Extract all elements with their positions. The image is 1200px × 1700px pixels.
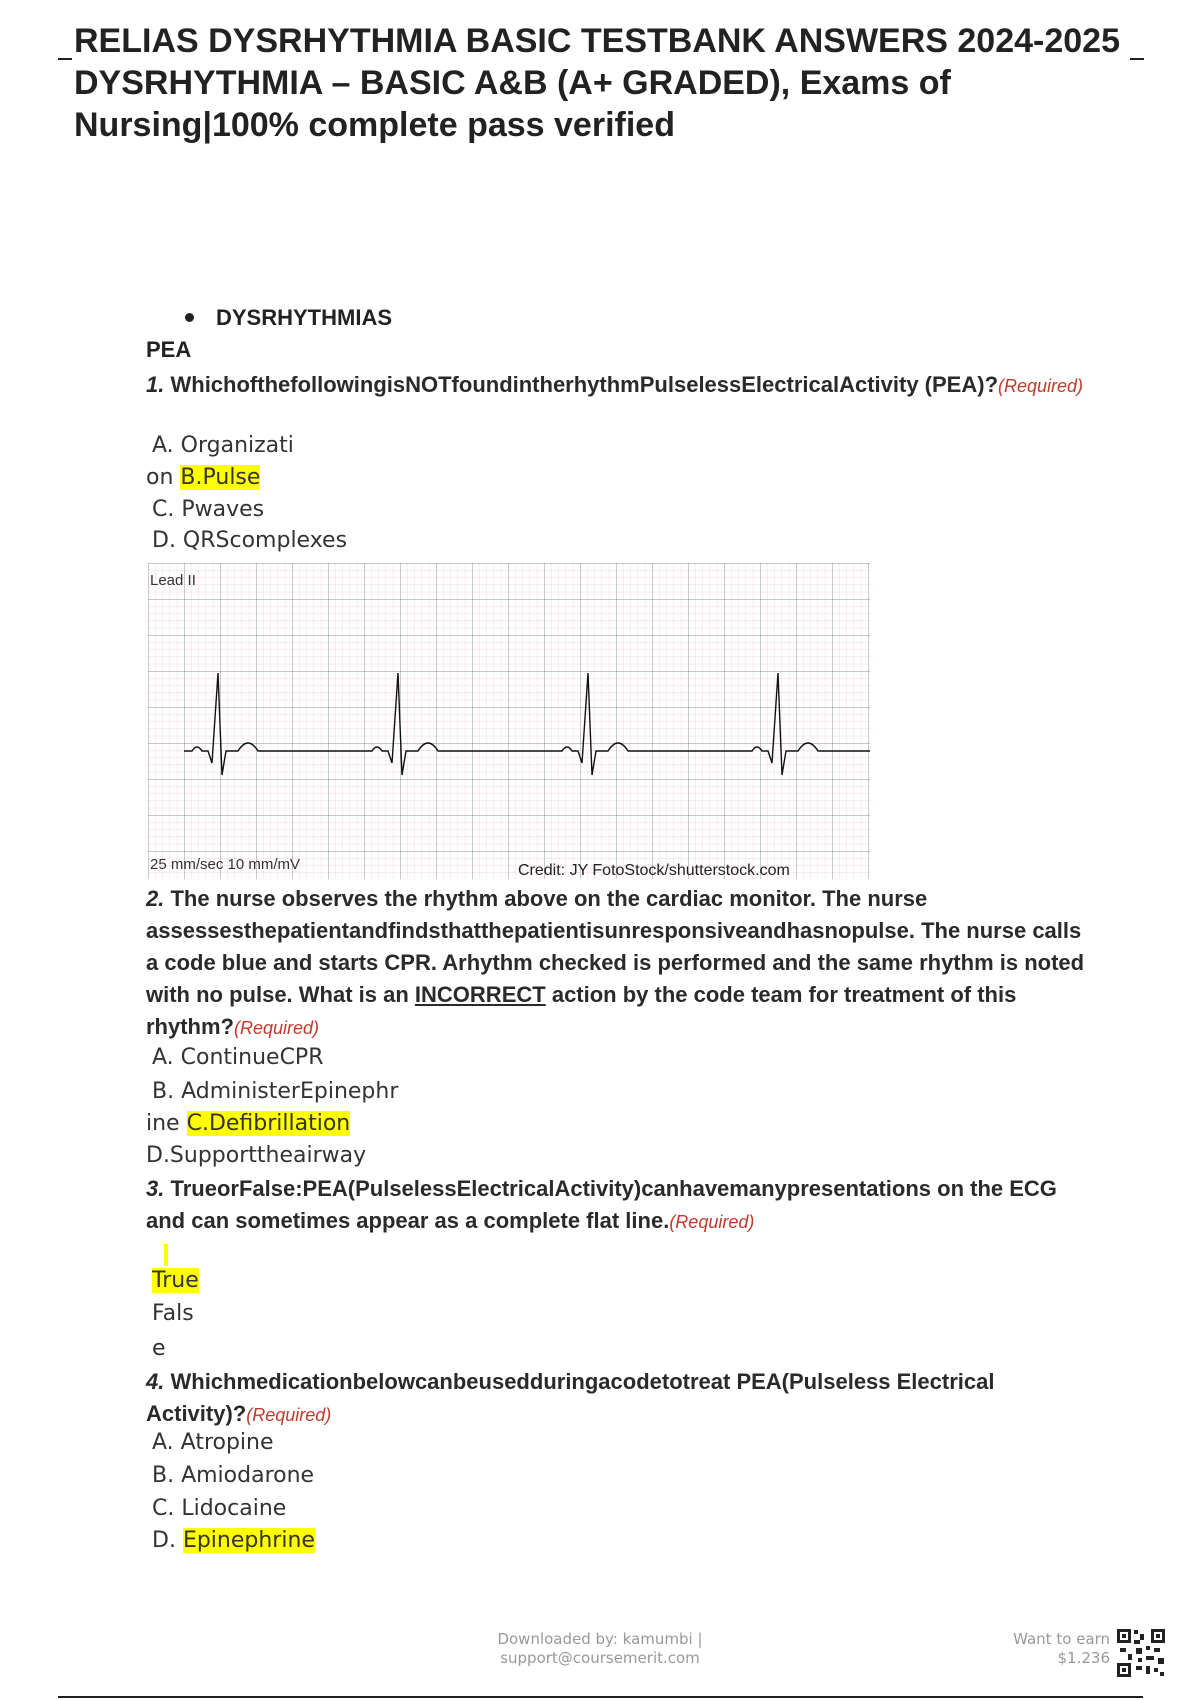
q2-option-d[interactable]: D.Supporttheairway [146,1143,367,1168]
bottom-rule [58,1696,1143,1698]
title-rule-left [58,58,72,60]
title-rule-right [1130,58,1144,60]
earn-notice [980,1630,1110,1668]
ecg-strip-image [148,563,870,879]
earn-line-2: $1.236 [1057,1649,1110,1667]
q1-option-a[interactable]: A. Organizati [152,433,294,458]
ecg-grid [148,563,870,879]
q2-option-c-answer[interactable]: C.Defibrillation [186,1111,351,1136]
q4-option-d-answer[interactable]: Epinephrine [182,1528,315,1553]
required-label: (Required) [246,1405,332,1425]
q3-option-false-wrap: e [152,1336,166,1361]
q4-option-d[interactable] [152,1526,315,1556]
question-text-a: The nurse observes the rhythm above on the cardiac monitor. The nurse assessesthepatientandfindsthatthepatientisunresponsiveandhasnopulse. The nurse calls a code blue and starts CPR. Arhythm checked is performed and the same rhythm is noted with no pulse. What is an [146,886,1085,1007]
ecg-credit: Credit: JY FotoStock/shutterstock.com [518,862,790,879]
q2-option-b-wrap: ine [146,1111,180,1136]
question-emphasis: INCORRECT [414,982,546,1007]
document-title: RELIAS DYSRHYTHMIA BASIC TESTBANK ANSWERS 2024-2025 DYSRHYTHMIA – BASIC A&B (A+ GRADED), Exams of Nursing|100% complete pass verified [74,22,1120,144]
required-label: (Required) [669,1212,755,1232]
required-label: (Required) [234,1018,320,1038]
q1-option-row-b [146,463,260,493]
question-2 [146,883,1086,1044]
q4-option-b[interactable]: B. Amiodarone [152,1463,315,1488]
q1-option-a-wrap: on [146,465,174,490]
q2-option-b[interactable]: B. AdministerEpinephr [152,1079,399,1104]
question-number: 3. [146,1176,165,1201]
question-text: TrueorFalse:PEA(PulselessElectricalActivity)canhavemanypresentations on the ECG and can sometimes appear as a complete flat line. [146,1176,1057,1233]
q3-option-true[interactable] [152,1266,199,1296]
required-label: (Required) [998,376,1084,396]
q1-option-b-answer[interactable]: B.Pulse [180,465,261,490]
question-number: 4. [146,1369,165,1394]
bullet-heading [185,305,392,331]
earn-line-1: Want to earn [1013,1630,1110,1648]
q2-option-row-c [146,1109,350,1139]
bullet-icon [185,313,194,322]
question-text: Whichmedicationbelowcanbeusedduringacodetotreat PEA(Pulseless Electrical Activity)? [146,1369,995,1426]
section-label: PEA [146,337,192,362]
question-3 [146,1173,1086,1238]
q3-option-true-answer[interactable]: True [152,1268,199,1293]
qr-code-icon[interactable] [1116,1628,1166,1678]
question-1 [146,369,1086,402]
question-text: WhichofthefollowingisNOTfoundintherhythmPulselessElectricalActivity (PEA)? [170,372,999,397]
q1-option-c[interactable]: C. Pwaves [152,497,265,522]
download-notice [440,1630,760,1668]
bullet-heading-text: DYSRHYTHMIAS [216,305,393,330]
q4-option-a[interactable]: A. Atropine [152,1430,274,1455]
q2-option-a[interactable]: A. ContinueCPR [152,1045,324,1070]
q3-option-false[interactable]: Fals [152,1301,194,1326]
ecg-scale-label: 25 mm/sec 10 mm/mV [150,856,301,873]
download-line-1: Downloaded by: kamumbi | [497,1630,703,1648]
q4-option-c[interactable]: C. Lidocaine [152,1496,287,1521]
download-line-2[interactable]: support@coursemerit.com [500,1649,700,1667]
question-4 [146,1366,1086,1431]
question-number: 2. [146,886,165,911]
question-text-b: action by the code team for treatment of this rhythm? [146,982,1017,1039]
q1-option-d[interactable]: D. QRScomplexes [152,528,348,553]
highlight-marker [164,1244,168,1266]
ecg-lead-label: Lead II [150,572,196,589]
question-number: 1. [146,372,165,397]
q4-option-d-prefix: D. [152,1528,176,1553]
